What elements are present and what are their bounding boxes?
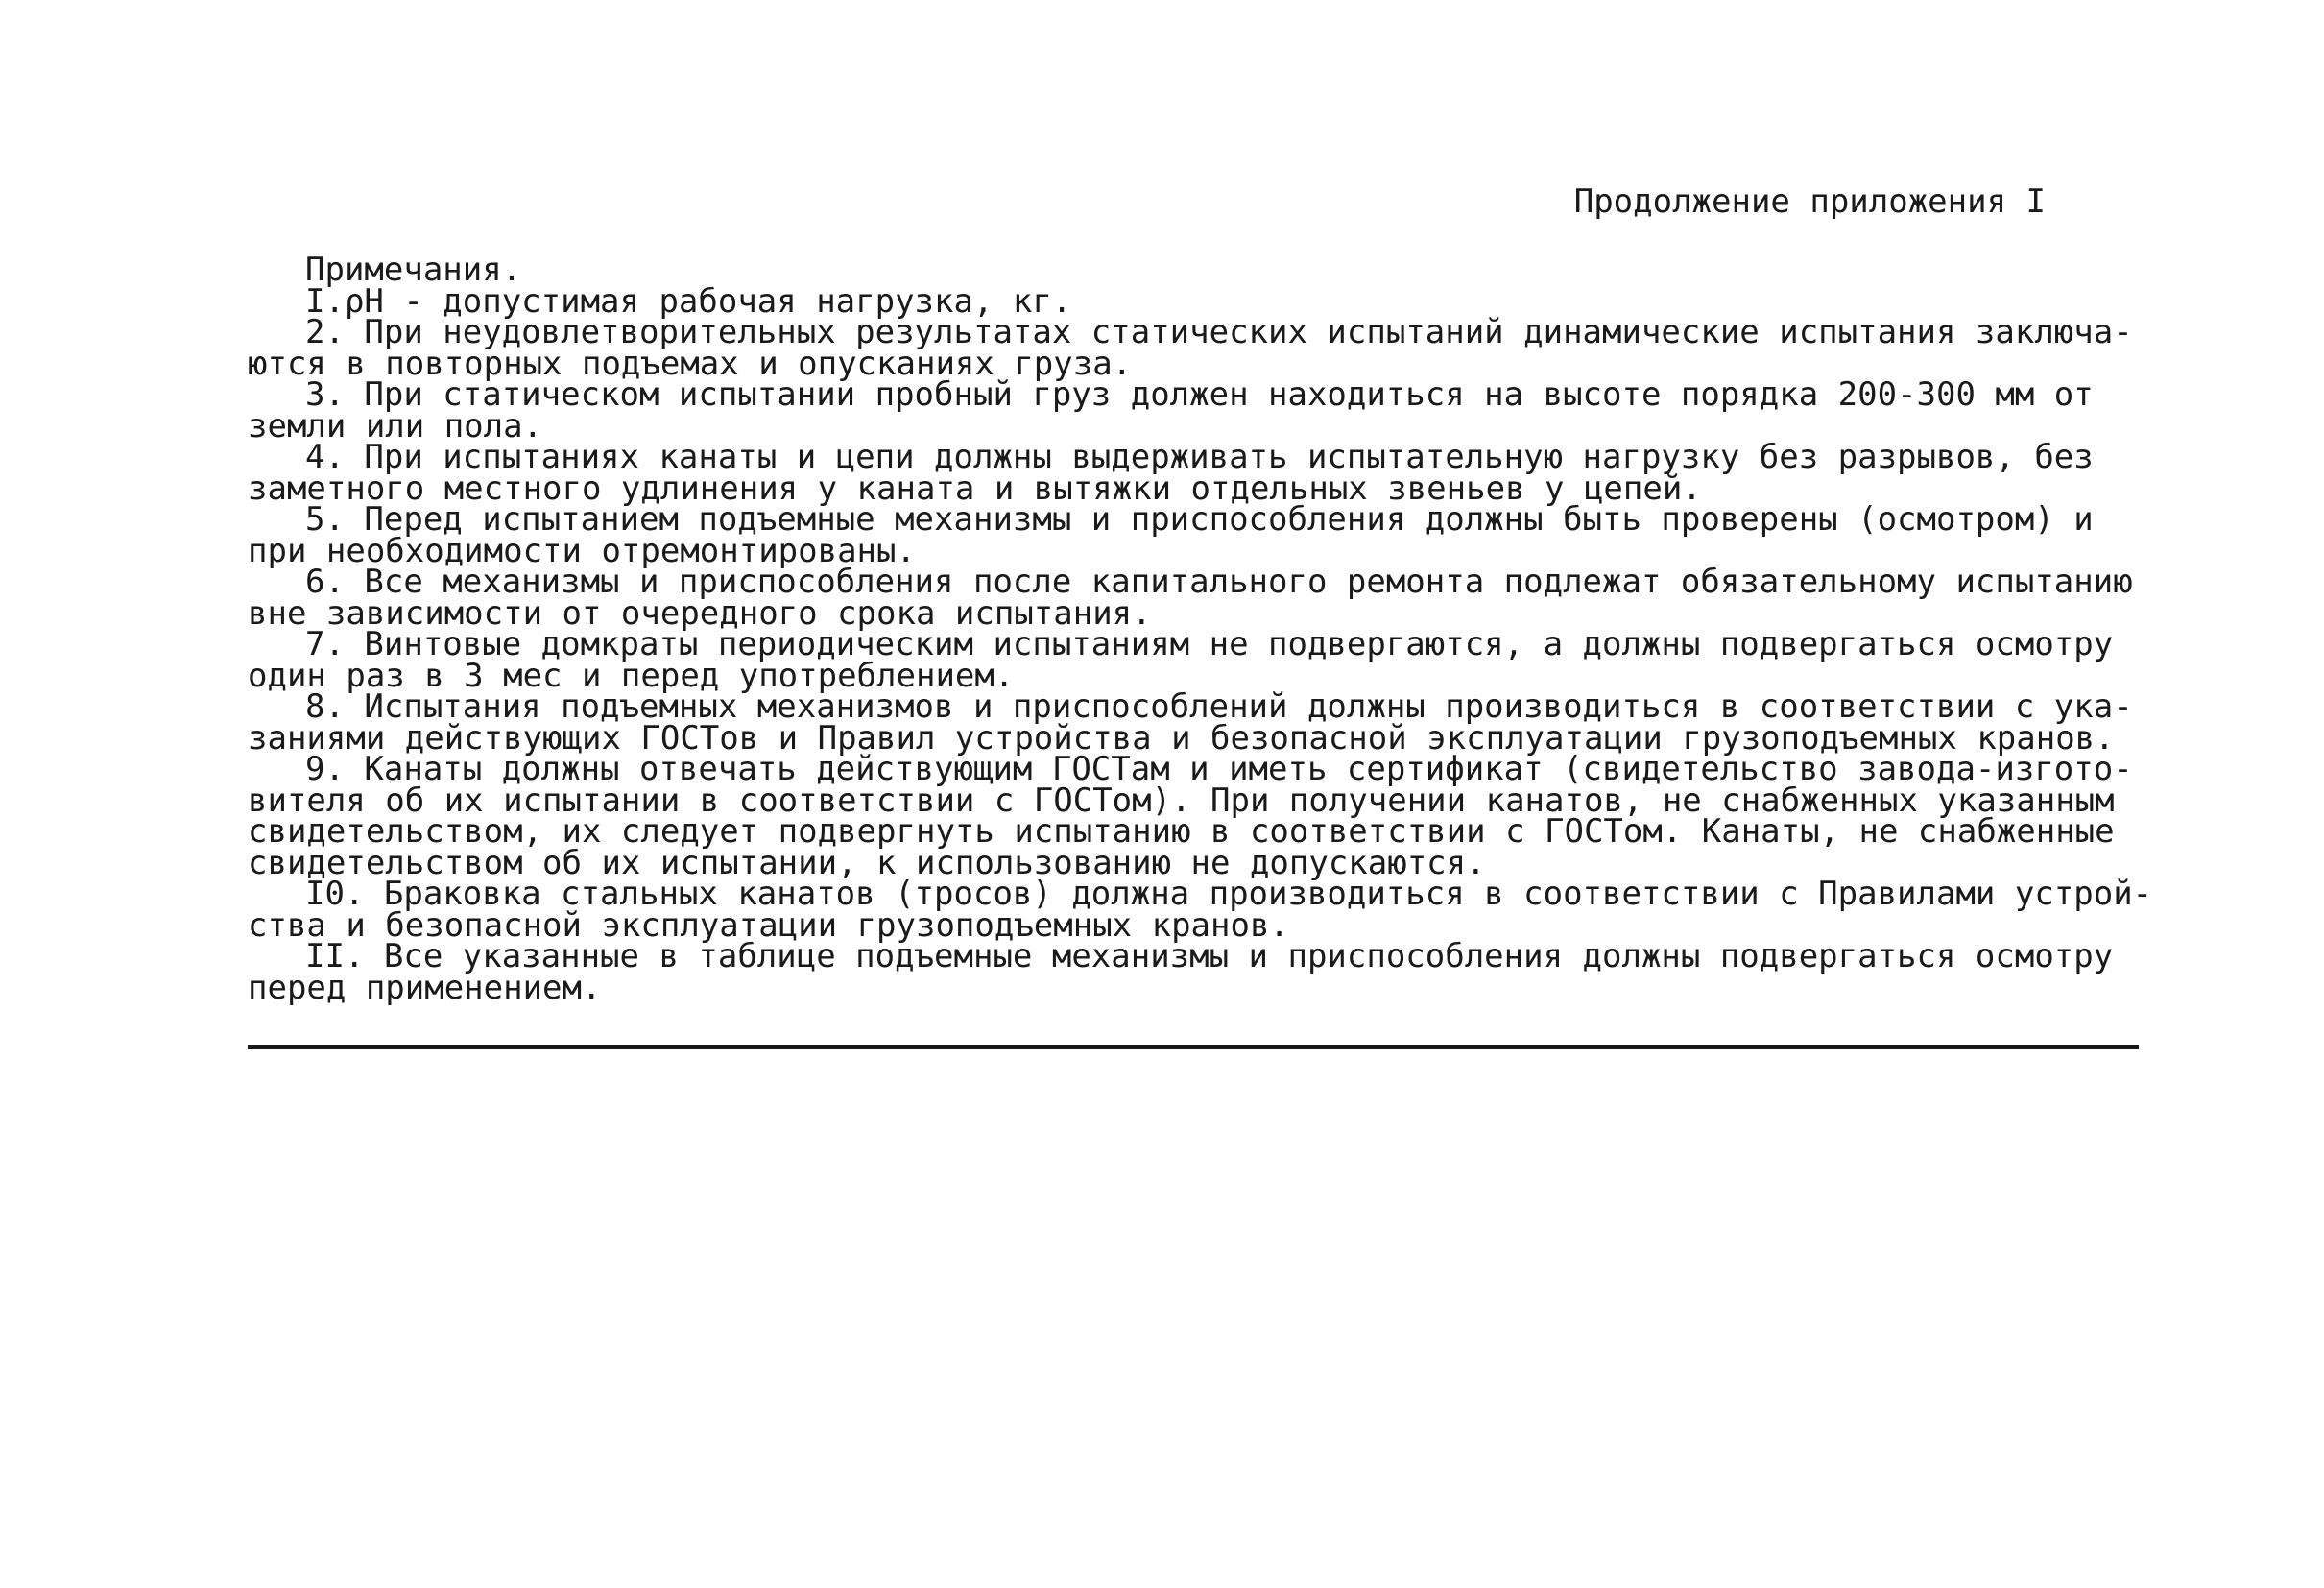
note-line: 3. При статическом испытании пробный груз должен находиться на высоте порядка 200-300 мм от bbox=[305, 375, 2094, 414]
note-item bbox=[248, 625, 2139, 695]
note-line: свидетельством, их следует подвергнуть испытанию в соответствии с ГОСТом. Канаты, не снабженные bbox=[248, 812, 2115, 851]
note-item bbox=[248, 875, 2153, 945]
appendix-continuation-header: Продолжение приложения I bbox=[1573, 182, 2046, 221]
note-line: заниями действующих ГОСТов и Правил устройства и безопасной эксплуатации грузоподъемных кранов. bbox=[248, 718, 2115, 758]
note-item bbox=[248, 500, 2139, 570]
note-line: заметного местного удлинения у каната и вытяжки отдельных звеньев у цепей. bbox=[248, 469, 1702, 508]
note-line: 5. Перед испытанием подъемные механизмы и приспособления должны быть проверены (осмотром) и bbox=[305, 500, 2094, 539]
note-item bbox=[248, 563, 2139, 633]
note-line: ства и безопасной эксплуатации грузоподъемных кранов. bbox=[248, 905, 1289, 945]
note-line: свидетельством об их испытании, к использованию не допускаются. bbox=[248, 843, 1486, 882]
note-line: I.ρH - допустимая рабочая нагрузка, кг. bbox=[305, 281, 1072, 321]
note-line: вителя об их испытании в соответствии с ГОСТом). При получении канатов, не снабженных указанным bbox=[248, 781, 2115, 820]
note-line: перед применением. bbox=[248, 968, 602, 1007]
note-line: 4. При испытаниях канаты и цепи должны выдерживать испытательную нагрузку без разрывов, без bbox=[305, 438, 2094, 476]
notes-title: Примечания. bbox=[305, 251, 522, 289]
note-line: при необходимости отремонтированы. bbox=[248, 531, 916, 570]
note-item bbox=[248, 375, 2139, 445]
note-line: ются в повторных подъемах и опусканиях груза. bbox=[248, 344, 1133, 383]
note-line: 7. Винтовые домкраты периодическим испытаниям не подвергаются, а должны подвергаться осмотру bbox=[305, 625, 2114, 663]
note-line: 9. Канаты должны отвечать действующим ГОСТам и иметь сертификат (свидетельство завода-изгото- bbox=[305, 750, 2133, 788]
notes-section bbox=[248, 251, 2153, 1007]
note-line: 2. При неудовлетворительных результатах статических испытаний динамические испытания заключа- bbox=[305, 313, 2133, 351]
note-line: II. Все указанные в таблице подъемные механизмы и приспособления должны подвергаться осмотру bbox=[305, 937, 2114, 975]
note-item bbox=[248, 313, 2139, 383]
note-line: вне зависимости от очередного срока испытания. bbox=[248, 593, 1152, 633]
note-line: I0. Браковка стальных канатов (тросов) должна производиться в соответствии с Правилами устрой- bbox=[305, 875, 2153, 913]
note-line: 8. Испытания подъемных механизмов и приспособлений должны производиться в соответствии с ука- bbox=[305, 687, 2133, 726]
note-line: 6. Все механизмы и приспособления после капитального ремонта подлежат обязательному испытанию bbox=[305, 563, 2133, 601]
note-item bbox=[248, 937, 2139, 1007]
note-item bbox=[248, 750, 2139, 882]
note-item bbox=[248, 438, 2139, 508]
horizontal-rule bbox=[248, 1045, 2139, 1049]
notes-list bbox=[248, 281, 2153, 1007]
note-line: земли или пола. bbox=[248, 406, 543, 445]
note-item bbox=[248, 687, 2139, 758]
note-line: один раз в 3 мес и перед употреблением. bbox=[248, 656, 1015, 695]
